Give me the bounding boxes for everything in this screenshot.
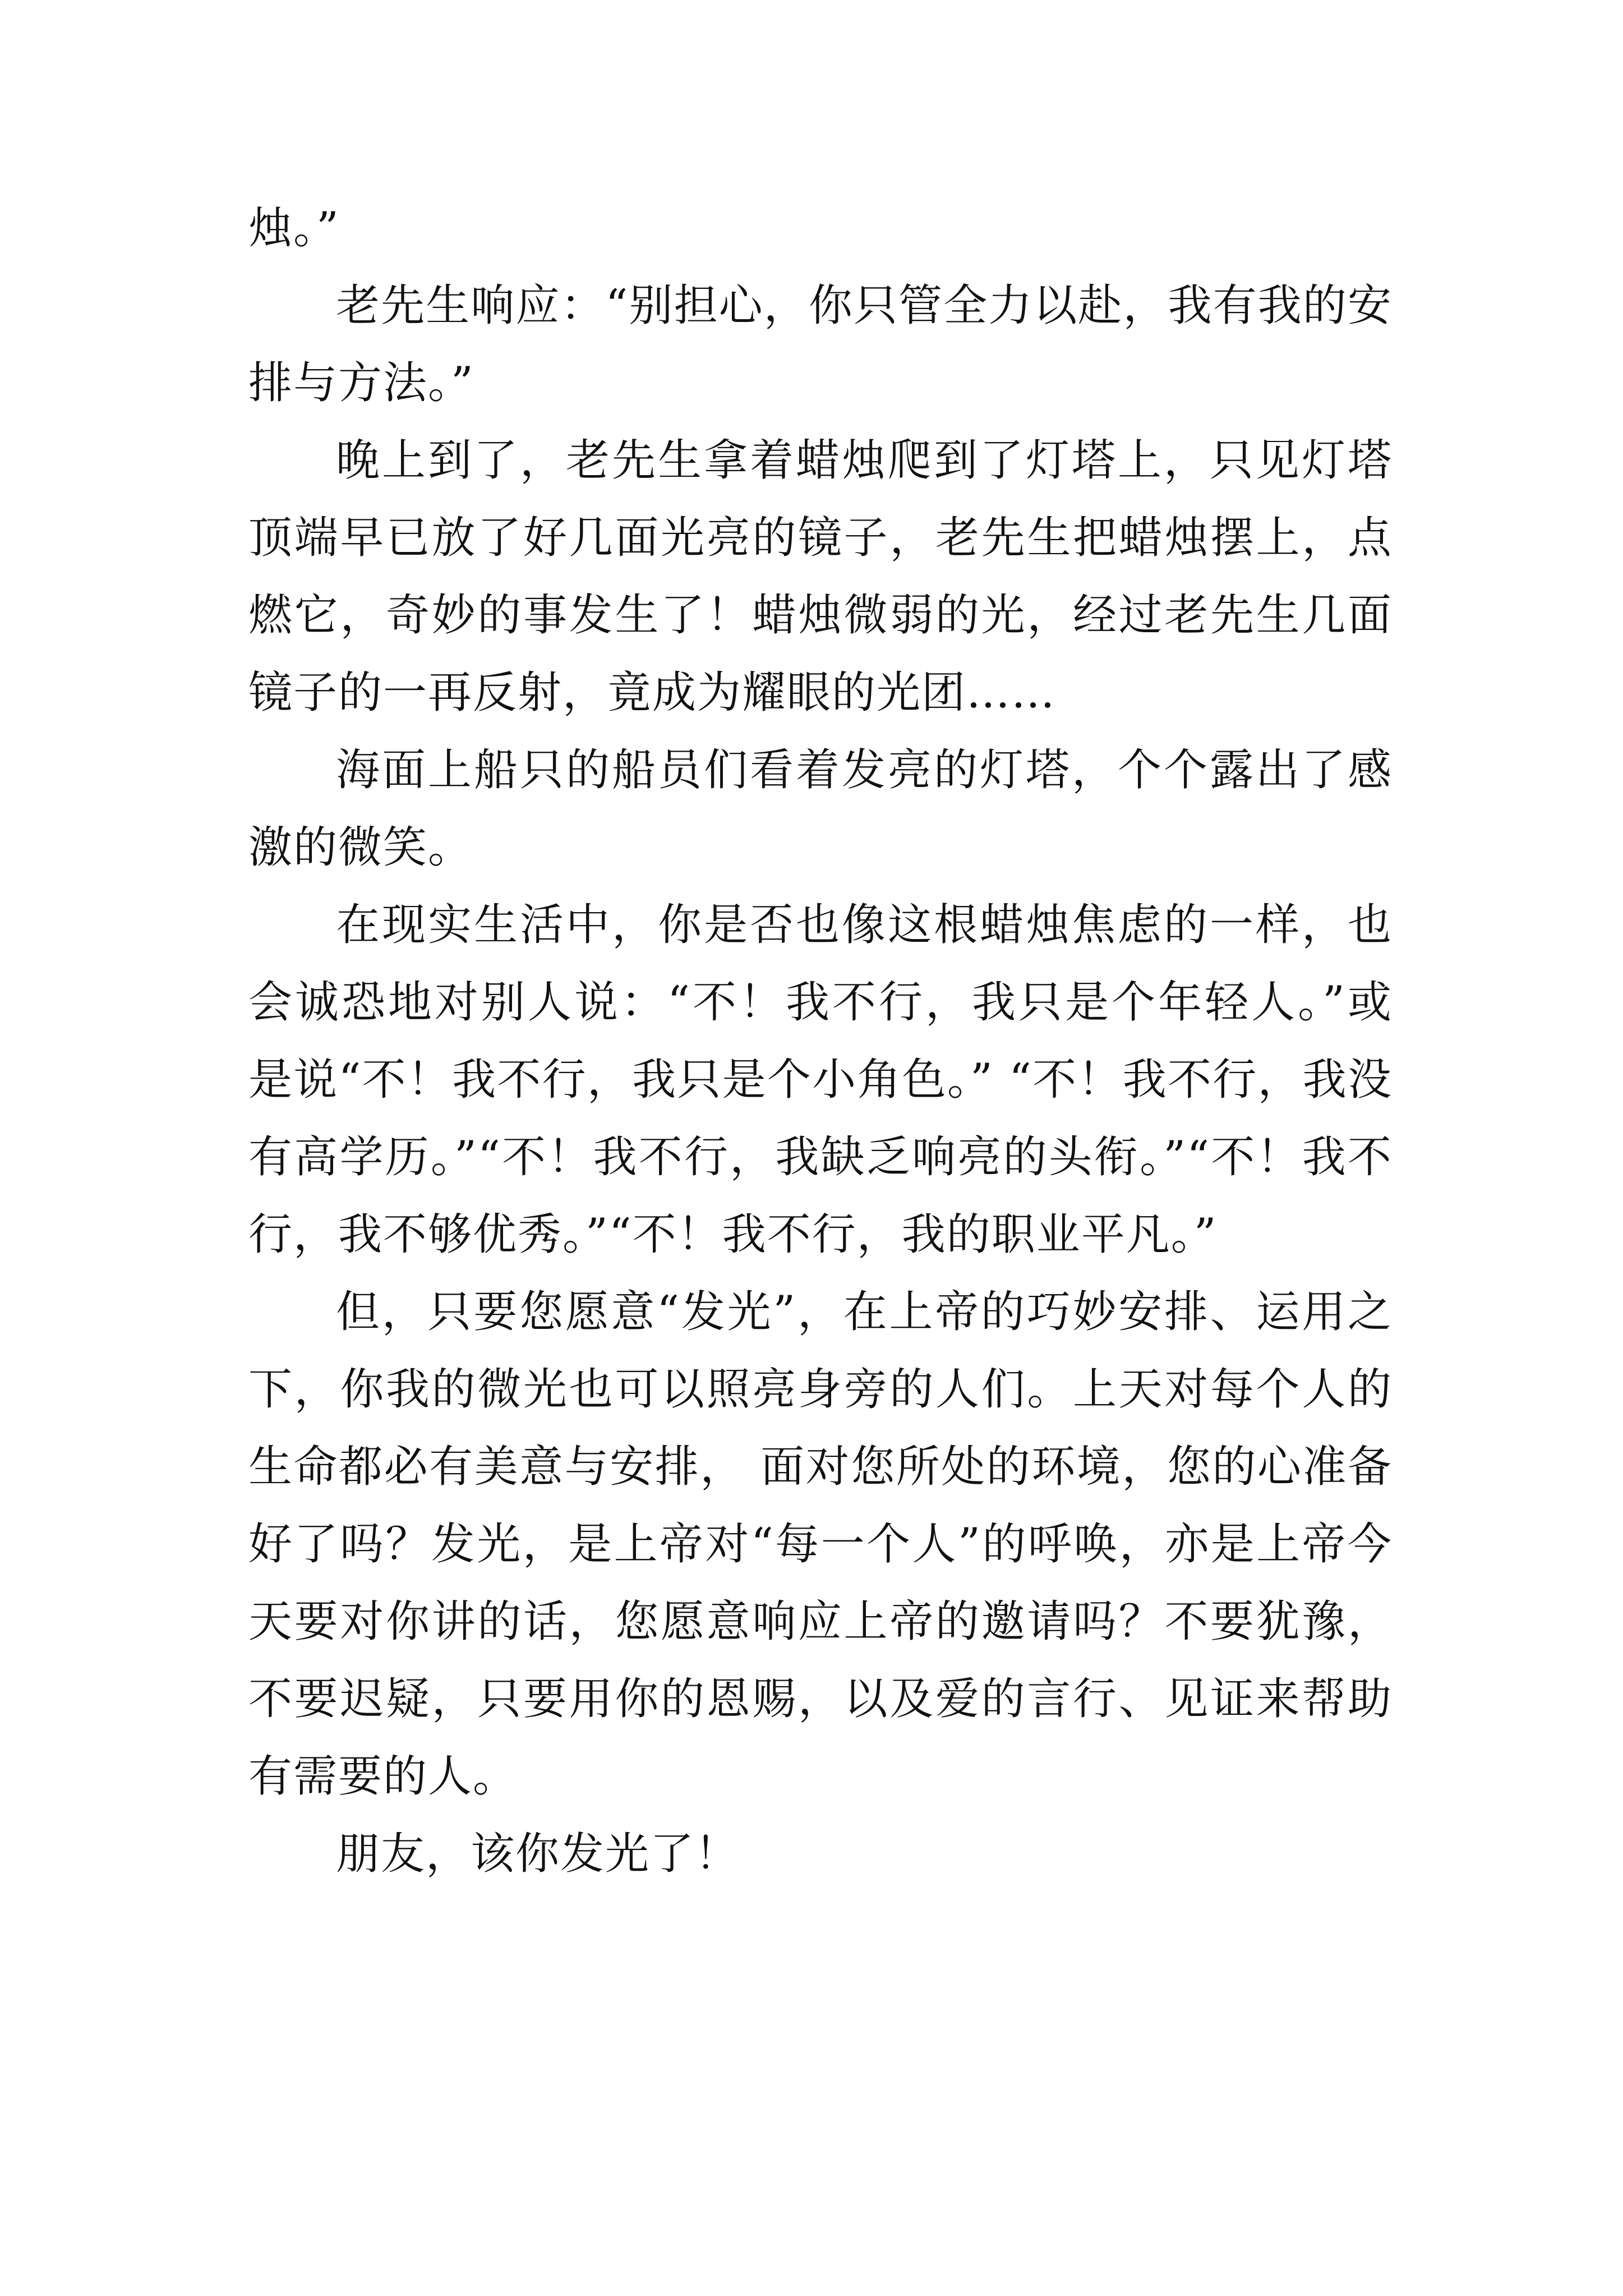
paragraph-continuation: 烛。” <box>248 203 340 254</box>
paragraph: 老先生响应：“别担心，你只管全力以赴，我有我的安排与方法。” <box>248 280 1393 408</box>
paragraph: 海面上船只的船员们看着发亮的灯塔，个个露出了感激的微笑。 <box>248 745 1393 873</box>
document-body <box>248 190 1393 1893</box>
paragraph-closing: 朋友，该你发光了！ <box>336 1829 740 1879</box>
paragraph: 晚上到了，老先生拿着蜡烛爬到了灯塔上，只见灯塔顶端早已放了好几面光亮的镜子，老先生把蜡烛摆上，点燃它，奇妙的事发生了！蜡烛微弱的光，经过老先生几面镜子的一再反射，竟成为耀眼的光团…… <box>248 435 1393 718</box>
paragraph: 在现实生活中，你是否也像这根蜡烛焦虑的一样，也会诚恐地对别人说：“不！我不行，我只是个年轻人。”或是说“不！我不行，我只是个小角色。” “不！我不行，我没有高学历。”“不！我不行，我缺乏响亮的头衔。”“不！我不行，我不够优秀。”“不！我不行，我的职业平凡。” <box>248 900 1393 1260</box>
paragraph: 但，只要您愿意“发光”，在上帝的巧妙安排、运用之下，你我的微光也可以照亮身旁的人们。上天对每个人的生命都必有美意与安排， 面对您所处的环境，您的心准备好了吗？发光，是上帝对“每一个人”的呼唤，亦是上帝今天要对你讲的话，您愿意响应上帝的邀请吗？不要犹豫，不要迟疑，只要用你的恩赐，以及爱的言行、见证来帮助有需要的人。 <box>248 1287 1393 1802</box>
